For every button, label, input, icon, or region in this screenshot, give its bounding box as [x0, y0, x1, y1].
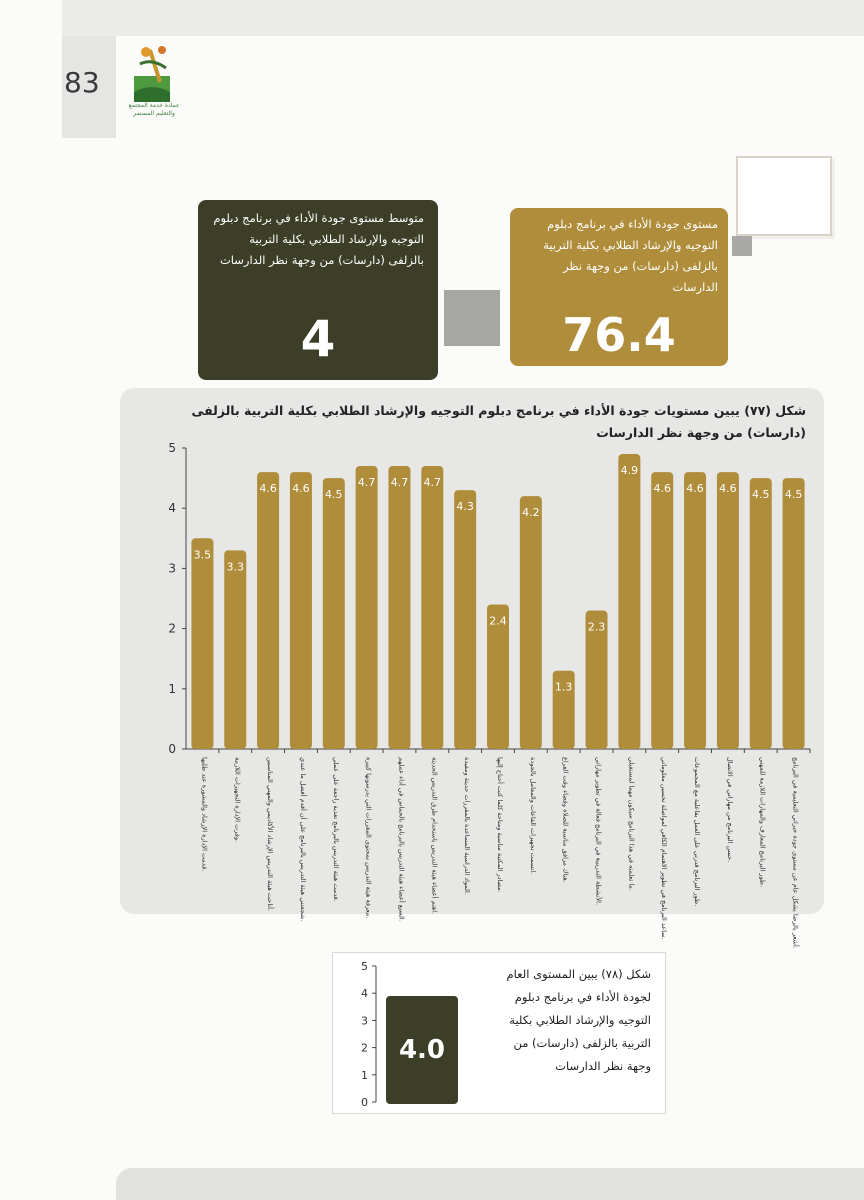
bar-value-label: 4.6: [719, 482, 737, 496]
x-tick-label: طور البرنامج المعارف والمهارات اللازمة للمهني.: [758, 757, 767, 888]
quality-level-description: مستوى جودة الأداء في برنامج دبلوم التوجيه والإرشاد الطلابي بكلية التربية بالزلفى (دارسات) من وجهة نظر الدارسات: [543, 217, 718, 294]
bar-value-label: 4.5: [751, 488, 770, 502]
bar: [290, 472, 312, 749]
decorative-square-small: [732, 236, 752, 256]
y-tick-label: 5: [168, 441, 176, 455]
x-tick-label: هناك مرافق مناسبة للصلاة وقضاء وقت الفراغ.: [561, 757, 570, 883]
y-tick-label: 2: [168, 621, 176, 636]
figure-78-value-label: 4.0: [398, 1035, 446, 1065]
figure-78-panel: [332, 952, 666, 1114]
y-tick-label: 0: [168, 742, 176, 756]
x-tick-label: شجعتني هيئة التدريس بالبرنامج على أن أقدم أفضل ما عندي.: [298, 757, 307, 922]
header-band: [62, 0, 864, 36]
x-tick-label: اهتم أعضاء هيئة التدريس باستخدام طرق التدريس الحديثة.: [430, 757, 439, 915]
x-tick-label: أشعر بالرضا بشكل عام عن مستوى جودة خبراتي التعليمية في البرنامج.: [791, 757, 800, 949]
y-tick-label: 5: [361, 960, 368, 973]
bar-value-label: 4.6: [686, 482, 704, 496]
x-tick-label: المواد الدراسية المساعدة بالمقررات حديثة ومفيدة.: [463, 757, 472, 895]
bar: [421, 466, 443, 749]
y-tick-label: 4: [168, 501, 176, 516]
bar: [520, 496, 542, 749]
x-tick-label: السبع أعضاء هيئة التدريس بالبرنامج بالحماس في أداء عملهم.: [397, 757, 406, 922]
figure-78-value-bar: [386, 996, 458, 1104]
bar-value-label: 2.4: [489, 614, 507, 628]
x-tick-label: طور البرنامج قدرتي على العمل بفاعلية مع المجموعات.: [693, 757, 702, 907]
figure-78-caption: شكل (٧٨) يبين المستوى العام لجودة الأداء في برنامج دبلوم التوجيه والإرشاد الطلابي بكلية التربية بالزلفى (دارسات) من وجهة نظر الدارسات: [506, 967, 651, 1073]
bar-value-label: 4.5: [784, 488, 803, 502]
bar: [717, 472, 739, 749]
bar-value-label: 3.3: [226, 560, 245, 574]
x-tick-label: قدمت هيئة التدريس بالبرنامج تغذية راجعة على عملي.: [331, 757, 340, 902]
x-tick-label: اتسمت تجهيزات القاعات والمعامل بالجودة.: [528, 757, 537, 875]
y-tick-label: 3: [361, 1014, 368, 1028]
logo-line-1: عمادة خدمة المجتمع: [128, 102, 180, 109]
x-tick-label: وفرت الإدارة التجهيزات اللازمة.: [233, 757, 242, 843]
x-tick-label: معرفة هيئة التدريس بمحتوى المقررات التي يدرسونها كبيرة.: [364, 757, 373, 919]
bar-value-label: 1.3: [554, 680, 573, 694]
y-tick-label: 4: [361, 987, 368, 1001]
quality-average-card: [198, 200, 438, 380]
bar: [783, 478, 805, 749]
bar-value-label: 4.6: [292, 482, 310, 496]
bar: [388, 466, 410, 749]
bar-value-label: 3.5: [193, 548, 212, 562]
bar: [257, 472, 279, 749]
x-tick-label: ما تعلمته في هذا البرنامج سيكون مهما لمستقبلي.: [627, 757, 636, 891]
x-tick-label: الأنشطة التدريبية في البرنامج فعالة في تطوير مهاراتي.: [594, 757, 603, 906]
bar-value-label: 2.3: [587, 620, 606, 634]
figure-77-caption: شكل (٧٧) يبين مستويات جودة الأداء في برنامج دبلوم التوجيه والإرشاد الطلابي بكلية التربية بالزلفى (دارسات) من وجهة نظر الدارسات: [191, 403, 806, 440]
bar-value-label: 4.7: [357, 476, 376, 490]
y-tick-label: 2: [361, 1041, 368, 1055]
y-tick-label: 0: [361, 1096, 368, 1109]
bar: [191, 538, 213, 749]
bar-value-label: 4.3: [456, 500, 474, 514]
bar-value-label: 4.7: [390, 476, 409, 490]
bar: [651, 472, 673, 749]
bar: [224, 550, 246, 749]
y-tick-label: 3: [168, 561, 176, 576]
x-tick-label: أتاحت هيئة التدريس الإرشاد الأكاديمي والمهني المناسبين.: [266, 757, 275, 912]
x-tick-label: قدمت الإدارة الإرشاد والمشورة عند طلبها.: [200, 757, 209, 872]
figure-77-bar-chart: [120, 388, 824, 949]
y-tick-label: 1: [168, 681, 176, 696]
bar-value-label: 4.7: [423, 476, 442, 490]
bar: [684, 472, 706, 749]
y-tick-label: 1: [361, 1068, 368, 1082]
logo-line-2: والتعليم المستمر: [133, 110, 175, 117]
quality-level-card: [510, 208, 728, 366]
quality-average-value: 4: [300, 310, 336, 368]
bar-value-label: 4.2: [522, 506, 540, 520]
bar: [323, 478, 345, 749]
bar-value-label: 4.5: [325, 488, 343, 502]
bar-value-label: 4.6: [259, 482, 277, 496]
decorative-square-medium: [444, 290, 500, 346]
logo-text: [124, 102, 184, 118]
page-number: 83: [64, 66, 100, 99]
bar: [618, 454, 640, 749]
bar-value-label: 4.6: [653, 482, 671, 496]
bar: [356, 466, 378, 749]
footer-band: [116, 1168, 864, 1200]
quality-level-value: 76.4: [562, 308, 676, 362]
bar: [750, 478, 772, 749]
bar: [454, 490, 476, 749]
decorative-frame: [736, 156, 832, 236]
quality-average-description: متوسط مستوى جودة الأداء في برنامج دبلوم التوجيه والإرشاد الطلابي بكلية التربية بالزلفى (دارسات) من وجهة نظر الدارسات: [213, 211, 424, 267]
x-tick-label: مصادر المكتبة مناسبة ومتاحة كلما كنت أحتاج إليها.: [496, 757, 504, 893]
figure-77-panel: [120, 388, 824, 949]
x-tick-label: ساعد البرنامج في تطوير الاهتمام الكافي لمواصلة تحسين معلوماتي.: [660, 757, 669, 940]
bar-value-label: 4.9: [620, 464, 639, 478]
x-tick-label: حسن البرنامج من مهاراتي في الاتصال.: [725, 757, 734, 863]
